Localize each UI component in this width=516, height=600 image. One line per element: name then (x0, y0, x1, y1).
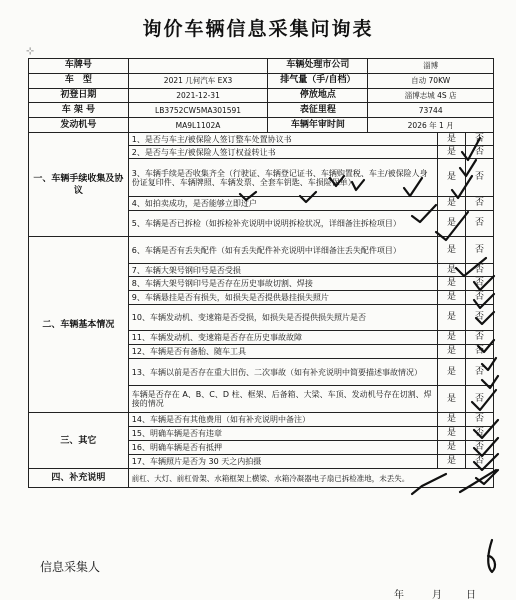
no-option[interactable]: 否 (466, 277, 494, 291)
move-handle-icon[interactable]: ⊹ (26, 46, 35, 57)
date-year-label: 年 (394, 590, 404, 600)
no-option[interactable]: 否 (466, 197, 494, 211)
signature-mark (488, 540, 495, 572)
checklist-item: 10、车辆发动机、变速箱是否受损，如损失是否提供损失照片是否 (128, 305, 437, 331)
vin-value[interactable]: LB3752CW5MA301591 (128, 103, 268, 118)
checklist-item: 15、明确车辆是否有违章 (128, 427, 437, 441)
no-option[interactable]: 否 (466, 211, 494, 237)
park-value[interactable]: 淄博志城 4S 店 (368, 88, 494, 103)
checklist-item: 16、明确车辆是否有抵押 (128, 441, 437, 455)
no-option[interactable]: 否 (466, 331, 494, 345)
model-value[interactable]: 2021 几何汽车 EX3 (128, 73, 268, 88)
date-month-label: 月 (432, 590, 442, 600)
yes-option[interactable]: 是 (438, 277, 466, 291)
no-option[interactable]: 否 (466, 427, 494, 441)
no-option[interactable]: 否 (466, 441, 494, 455)
no-option[interactable]: 否 (466, 159, 494, 197)
yes-option[interactable]: 是 (438, 427, 466, 441)
inspect-value[interactable]: 2026 年 1 月 (368, 118, 494, 133)
checklist-item: 1、是否与车主/被保险人签订整车处置协议书 (128, 133, 437, 146)
checklist-item: 2、是否与车主/被保险人签订权益转让书 (128, 146, 437, 159)
displacement-value[interactable]: 自动 70KW (368, 73, 494, 88)
engine-label: 发动机号 (29, 118, 129, 133)
displacement-label: 排气量（手/自档） (268, 73, 368, 88)
checklist-item: 车辆是否存在 A、B、C、D 柱、框架、后备箱、大梁、车顶、发动机号存在切割、焊接的情况 (128, 386, 437, 413)
no-option[interactable]: 否 (466, 345, 494, 359)
yes-option[interactable]: 是 (438, 211, 466, 237)
section-1-label: 一、车辆手续收集及协议 (29, 133, 129, 237)
yes-option[interactable]: 是 (438, 455, 466, 469)
plate-value[interactable] (128, 59, 268, 74)
reg-date-value[interactable]: 2021-12-31 (128, 88, 268, 103)
city-label: 车辆处理市公司 (268, 59, 368, 74)
no-option[interactable]: 否 (466, 264, 494, 277)
checklist-item: 4、如拍卖成功，是否能够立即过户 (128, 197, 437, 211)
yes-option[interactable]: 是 (438, 305, 466, 331)
no-option[interactable]: 否 (466, 413, 494, 427)
checklist-item: 11、车辆发动机、变速箱是否存在历史事故故障 (128, 331, 437, 345)
yes-option[interactable]: 是 (438, 291, 466, 305)
no-option[interactable]: 否 (466, 133, 494, 146)
no-option[interactable]: 否 (466, 291, 494, 305)
mileage-label: 表征里程 (268, 103, 368, 118)
vin-label: 车 架 号 (29, 103, 129, 118)
no-option[interactable]: 否 (466, 146, 494, 159)
checklist-table (28, 132, 494, 488)
checklist-item: 6、车辆是否有丢失配件（如有丢失配件补充说明中详细备注丢失配件项目） (128, 237, 437, 264)
checklist-item: 8、车辆大架号钢印号是否存在历史事故切割、焊接 (128, 277, 437, 291)
yes-option[interactable]: 是 (438, 159, 466, 197)
yes-option[interactable]: 是 (438, 345, 466, 359)
yes-option[interactable]: 是 (438, 133, 466, 146)
reg-date-label: 初登日期 (29, 88, 129, 103)
inspect-label: 车辆年审时间 (268, 118, 368, 133)
checklist-item: 7、车辆大架号钢印号是否受损 (128, 264, 437, 277)
section-3-label: 三、其它 (29, 413, 129, 469)
yes-option[interactable]: 是 (438, 264, 466, 277)
yes-option[interactable]: 是 (438, 359, 466, 386)
collector-label: 信息采集人 (40, 560, 101, 574)
city-value[interactable]: 淄博 (368, 59, 494, 74)
checklist-item: 12、车辆是否有备胎、随车工具 (128, 345, 437, 359)
checklist-item: 14、车辆是否有其他费用（如有补充说明中备注） (128, 413, 437, 427)
checklist-item: 17、车辆照片是否为 30 天之内拍摄 (128, 455, 437, 469)
form-title: 询价车辆信息采集问询表 (142, 18, 374, 40)
plate-label: 车牌号 (29, 59, 129, 74)
checklist-item: 5、车辆是否已拆检（如拆检补充说明中说明拆检状况，详细备注拆检项目） (128, 211, 437, 237)
supplement-text[interactable]: 前杠、大灯、前杠骨架、水箱框架上横梁、水箱冷凝器电子扇已拆检准地，未丢失。 (128, 469, 493, 488)
section-2-label: 二、车辆基本情况 (29, 237, 129, 413)
section-4-label: 四、补充说明 (29, 469, 129, 488)
yes-option[interactable]: 是 (438, 331, 466, 345)
no-option[interactable]: 否 (466, 359, 494, 386)
no-option[interactable]: 否 (466, 305, 494, 331)
park-label: 停放地点 (268, 88, 368, 103)
checklist-item: 3、车辆手续是否收集齐全（行驶证、车辆登记证书、车辆购置税、车主/被保险人身份证复印件、车辆牌照、车辆发票、全套车钥匙、车损险保单） (128, 159, 437, 197)
yes-option[interactable]: 是 (438, 413, 466, 427)
yes-option[interactable]: 是 (438, 237, 466, 264)
checklist-item: 9、车辆悬挂是否有损失，如损失是否提供悬挂损失照片 (128, 291, 437, 305)
date-day-label: 日 (466, 590, 476, 600)
yes-option[interactable]: 是 (438, 197, 466, 211)
yes-option[interactable]: 是 (438, 386, 466, 413)
yes-option[interactable]: 是 (438, 146, 466, 159)
no-option[interactable]: 否 (466, 386, 494, 413)
engine-value[interactable]: MA9L1102A (128, 118, 268, 133)
checklist-item: 13、车辆以前是否存在重大旧伤、二次事故（如有补充说明中简要描述事故情况） (128, 359, 437, 386)
model-label: 车 型 (29, 73, 129, 88)
vehicle-info-table (28, 58, 494, 133)
no-option[interactable]: 否 (466, 237, 494, 264)
mileage-value[interactable]: 73744 (368, 103, 494, 118)
yes-option[interactable]: 是 (438, 441, 466, 455)
no-option[interactable]: 否 (466, 455, 494, 469)
